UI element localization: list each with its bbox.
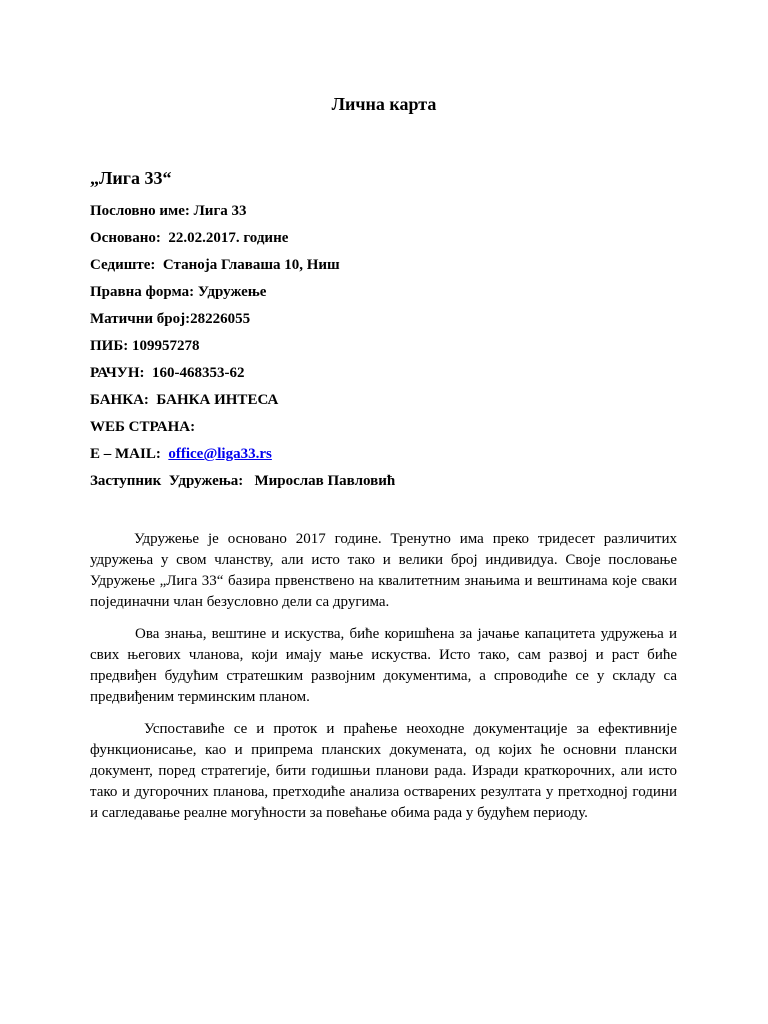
seat-line: Седиште: Станоја Главаша 10, Ниш <box>90 257 340 273</box>
representative-line: Заступник Удружења: Мирослав Павловић <box>90 473 396 489</box>
founded-line: Основано: 22.02.2017. године <box>90 230 289 246</box>
bank-line: БАНКА: БАНКА ИНТЕСА <box>90 392 279 408</box>
pib-line: ПИБ: 109957278 <box>90 338 200 354</box>
organization-info-list <box>90 202 690 499</box>
paragraph-3: Успоставиће се и проток и праћење неоходне документације за ефективније функционисање, као и припрема планских докумената, од којих ће основни плански документ, поред стратегије, бити годишњи планови рада. Изради краткорочних, али исто тако и дугорочних планова, претходиће анализа остварених резултата у претходној години и сагледавање реалне могућности за повећање обима рада у будућем периоду. <box>90 721 677 821</box>
email-link[interactable]: office@liga33.rs <box>168 446 272 462</box>
body-text <box>90 529 677 835</box>
email-label: E – MAIL: <box>90 446 169 462</box>
legal-form-line: Правна форма: Удружење <box>90 284 267 300</box>
document-title: Лична карта <box>331 94 437 114</box>
registration-number-line: Матични број:28226055 <box>90 311 251 327</box>
account-line: РАЧУН: 160-468353-62 <box>90 365 245 381</box>
web-page-line: WEБ СТРАНА: <box>90 419 196 435</box>
business-name-line: Пословно име: Лига 33 <box>90 203 247 219</box>
paragraph-1: Удружење је основано 2017 године. Тренутно има преко тридесет различитих удружења у свом чланству, али исто тако и велики број индивидуа. Своје пословање Удружење „Лига 33“ базира првенствено на квалитетним знањима и вештинама које сваки појединачни члан безусловно дели са другима. <box>90 531 677 610</box>
paragraph-2: Ова знања, вештине и искуства, биће коришћена за јачање капацитета удружења и свих његових чланова, који имају мање искуства. Исто тако, сам развој и раст биће предвиђен будућим стратешким развојним документима, а спроводиће се у складу са предвиђеним терминским планом. <box>90 626 677 705</box>
organization-heading: „Лига 33“ <box>90 168 172 188</box>
email-line <box>90 445 690 472</box>
